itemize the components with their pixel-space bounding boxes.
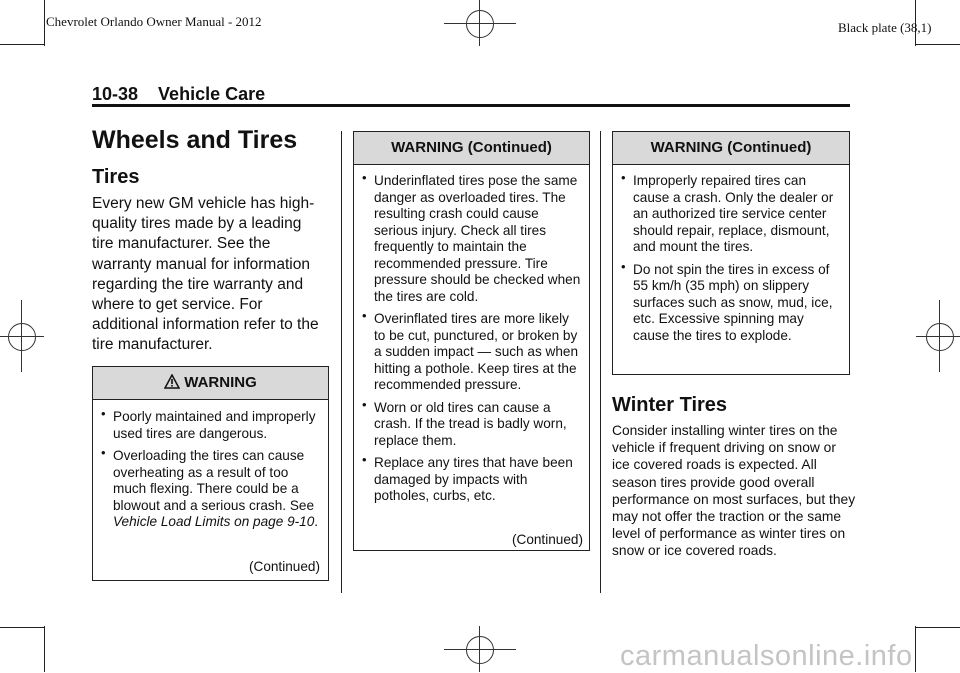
column-separator [341,131,342,593]
winter-tires-paragraph: Consider installing winter tires on the vehicle if frequent driving on snow or ice covered roads is expected. All season tires provide good overall performance on most surfaces, but they may not offer the traction or the same level of performance as winter tires on snow or ice covered roads. [612,423,856,559]
list-item: • Worn or old tires can cause a crash. If the tread is badly worn, replace them. [354,400,583,450]
list-item: • Underinflated tires pose the same danger as overloaded tires. The resulting crash could cause serious injury. Check all tires frequently to maintain the recommended pressure. Tire pressure should be checked when the tires are cold. [354,173,583,305]
crop-mark [0,44,44,45]
warning-heading-text: WARNING [184,374,257,391]
plate-label: Black plate (38,1) [838,20,932,35]
list-item: • Replace any tires that have been damaged by impacts with potholes, curbs, etc. [354,455,583,505]
crop-mark [44,0,45,46]
crop-mark [915,626,916,672]
intro-paragraph: Every new GM vehicle has high-quality tires made by a leading tire manufacturer. See the warranty manual for information regarding the tire warranty and where to get service. For additional information refer to the tire manufacturer. [92,195,319,354]
crop-mark [916,627,960,628]
crop-mark [44,626,45,672]
warning-triangle-icon [164,374,180,389]
list-item: • Poorly maintained and improperly used tires are dangerous. [93,409,322,442]
list-item [93,448,322,531]
subheading-tires: Tires [92,166,140,188]
warning-box-1 [92,366,329,581]
section-heading [92,84,265,105]
continued-label: (Continued) [511,532,583,547]
crop-mark [0,627,44,628]
doc-header-title: Chevrolet Orlando Owner Manual - 2012 [46,14,262,29]
header-rule [92,104,850,107]
list-item-text: Overloading the tires can cause overheating as a result of too much flexing. There could be a blowout and a serious crash. See [113,448,315,513]
list-item: • Do not spin the tires in excess of 55 km/h (35 mph) on slippery surfaces such as snow, mud, ice, etc. Excessive spinning may cause the tires to explode. [613,262,843,345]
list-item: • Improperly repaired tires can cause a crash. Only the dealer or an authorized tire service center should repair, replace, dismount, and mount the tires. [613,173,843,256]
warning-header [93,367,328,400]
column-separator [600,131,601,593]
warning-box-3 [612,131,850,375]
list-item: • Overinflated tires are more likely to be cut, punctured, or broken by a sudden impact — such as when hitting a pothole. Keep tires at the recommended pressure. [354,311,583,394]
list-item-end: . [314,514,319,529]
warning-header: WARNING (Continued) [613,132,849,165]
page-title: Wheels and Tires [92,126,298,154]
warning-box-2 [353,131,590,551]
watermark: carmanualsonline.info [620,640,913,672]
crop-mark [916,44,960,45]
cross-reference-link[interactable]: Vehicle Load Limits on page 9-10 [113,514,315,529]
warning-header: WARNING (Continued) [354,132,589,165]
section-title: Vehicle Care [158,84,266,104]
continued-label: (Continued) [248,559,320,574]
page-number: 10-38 [92,84,139,104]
subheading-winter-tires: Winter Tires [612,394,728,416]
